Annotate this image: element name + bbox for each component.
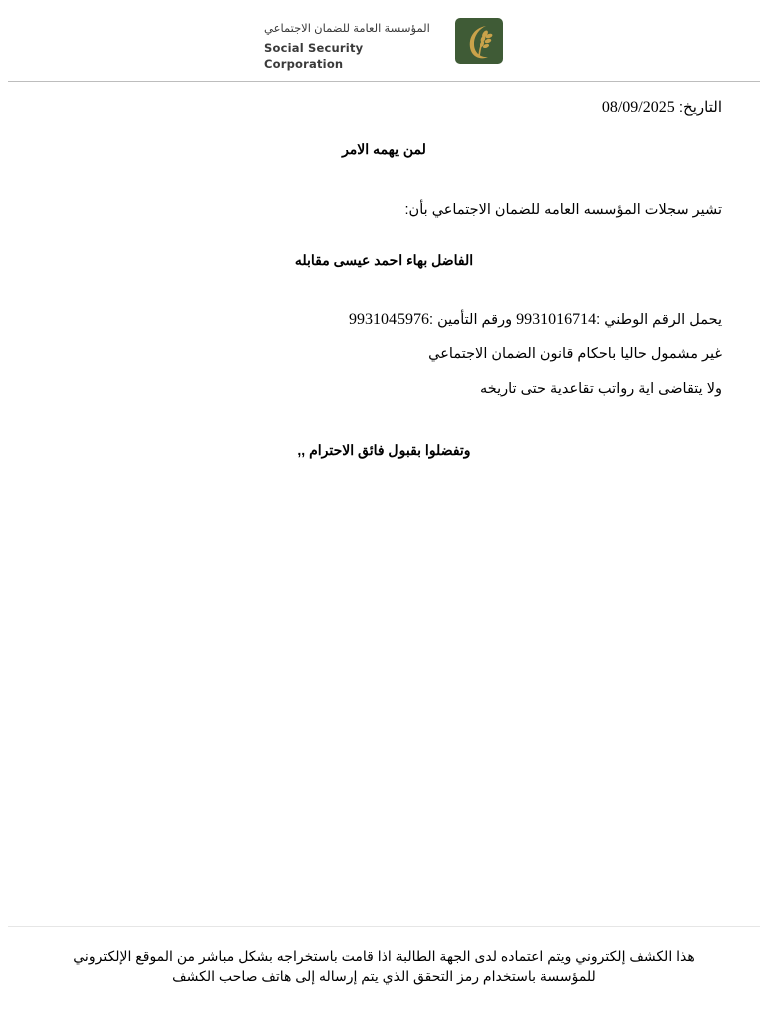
- pension-status-line: ولا يتقاضى اية رواتب تقاعدية حتى تاريخه: [479, 381, 722, 397]
- date-label: التاريخ:: [678, 99, 722, 116]
- closing-line: وتفضلوا بقبول فائق الاحترام ,,: [297, 442, 471, 458]
- id-line: [349, 311, 722, 329]
- org-name-block: [264, 22, 444, 72]
- footer-note: [0, 946, 768, 986]
- intro-text: تشير سجلات المؤسسه العامه للضمان الاجتماعي بأن:: [404, 202, 722, 218]
- org-name-english: Social Security Corporation: [264, 41, 364, 71]
- national-id-value: 9931016714: [516, 311, 597, 328]
- coverage-status-line: غير مشمول حاليا باحكام قانون الضمان الاجتماعي: [428, 346, 722, 362]
- letterhead: [0, 0, 768, 82]
- letter-heading: [0, 141, 768, 158]
- insurance-number-value: 9931045976: [349, 311, 430, 328]
- header-divider: [8, 81, 760, 82]
- heading-text: لمن يهمه الامر: [342, 141, 426, 157]
- national-id-label: يحمل الرقم الوطني :: [596, 312, 722, 328]
- wheat-crescent-logo-icon: [455, 18, 503, 64]
- footer-line-2: للمؤسسة باستخدام رمز التحقق الذي يتم إرساله إلى هاتف صاحب الكشف: [172, 968, 596, 984]
- person-name: الفاضل بهاء احمد عيسى مقابله: [294, 252, 474, 268]
- insurance-label: ورقم التأمين :: [429, 312, 513, 328]
- footer-divider: [8, 926, 760, 927]
- date-line: [602, 98, 722, 117]
- org-name-arabic: المؤسسة العامة للضمان الاجتماعي: [264, 23, 430, 35]
- date-value: 08/09/2025: [601, 99, 675, 116]
- footer-line-1: هذا الكشف إلكتروني ويتم اعتماده لدى الجهة الطالبة اذا قامت باستخراجه بشكل مباشر من الموقع الإلكتروني: [73, 948, 695, 964]
